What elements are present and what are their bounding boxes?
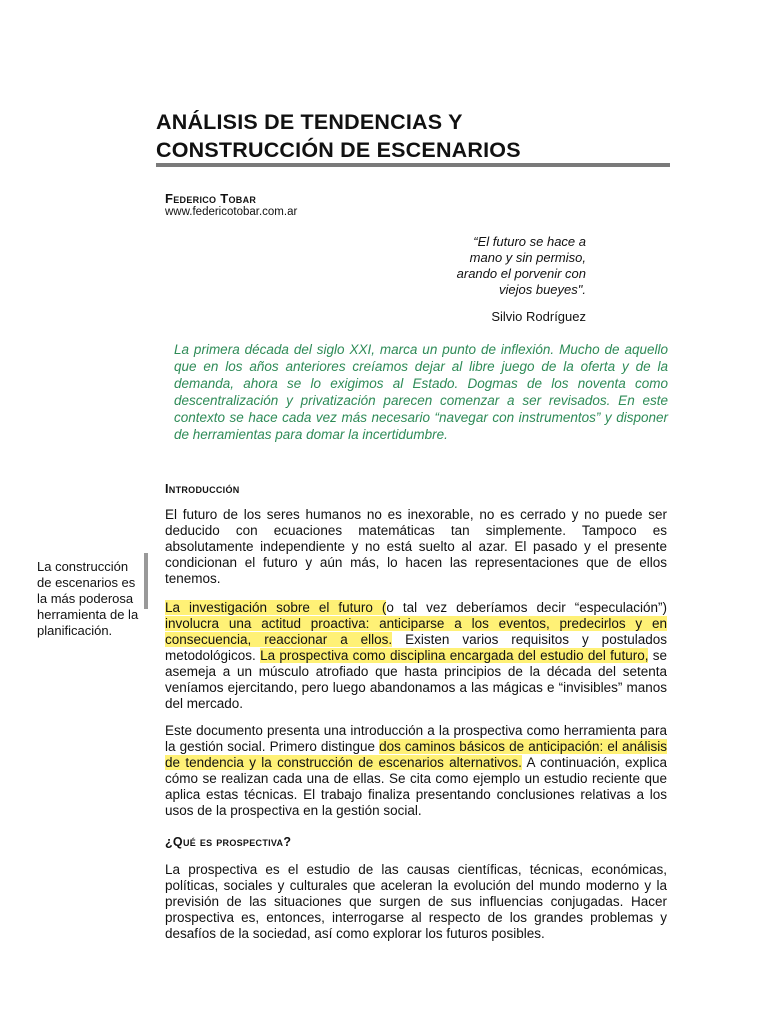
title-line-2: CONSTRUCCIÓN DE ESCENARIOS	[156, 138, 521, 162]
highlight: La investigación sobre el futuro (	[165, 600, 387, 615]
abstract-paragraph: La primera década del siglo XXI, marca un punto de inflexión. Mucho de aquello que en los años anteriores creíamos dejar al libre juego de la oferta y de la demanda, ahora se lo exigimos al Estado. Dogmas de los noventa como descentralización y privatización parecen comenzar a ser revisados. En este contexto se hace cada vez más necesario “navegar con instrumentos” y disponer de herramientas para domar la incertidumbre.	[174, 342, 668, 442]
document-title	[156, 108, 521, 164]
intro-paragraph-1: El futuro de los seres humanos no es inexorable, no es cerrado y no puede ser deducido con ecuaciones matemáticas tan simplemente. Tampoco es absolutamente independiente y no está suelto al azar. El pasado y el presente condicionan el futuro y aún más, lo hacen las representaciones que de ellos tenemos.	[165, 507, 667, 586]
author-website: www.federicotobar.com.ar	[165, 206, 298, 218]
prospectiva-heading: ¿Qué es prospectiva?	[165, 835, 292, 849]
intro-paragraph-2	[165, 600, 667, 712]
margin-note-bar	[144, 553, 148, 609]
text-run: Este documento presenta una introducción a la prospectiva como herramienta para la gestión social. Primero distingue	[165, 723, 667, 754]
text-run: se asemeja a un músculo atrofiado que hasta principios de la década del setenta veníamos ejercitando, pero luego abandonamos a las mágicas e “invisibles” manos del mercado.	[165, 648, 667, 711]
text-run: o tal vez deberíamos decir “especulación”)	[386, 600, 667, 615]
highlight: La prospectiva como disciplina encargada del estudio del futuro,	[260, 648, 649, 663]
title-line-1: ANÁLISIS DE TENDENCIAS Y	[156, 110, 463, 134]
quote-line-3: arando el porvenir con	[456, 266, 586, 281]
author-name: Federico Tobar	[165, 191, 257, 206]
prospectiva-paragraph-1: La prospectiva es el estudio de las causas científicas, técnicas, económicas, políticas, sociales y culturales que aceleran la evolución del mundo moderno y la previsión de las situaciones que surgen de sus influencias conjugadas. Hacer prospectiva es, entonces, interrogarse al respecto de los grandes problemas y desafíos de la sociedad, así como explorar los futuros posibles.	[165, 862, 667, 941]
intro-paragraph-3	[165, 723, 667, 819]
epigraph-quote	[420, 234, 586, 298]
highlight: dos caminos básicos de anticipación: el análisis de tendencia y la construcción de escenarios alternativos.	[165, 739, 668, 770]
quote-line-4: viejos bueyes".	[499, 282, 586, 297]
text-run: A continuación, explica cómo se realizan cada una de ellas. Se cita como ejemplo un estudio reciente que aplica estas técnicas. El trabajo finaliza presentando conclusiones relativas a los usos de la prospectiva en la gestión social.	[165, 755, 667, 818]
quote-line-1: “El futuro se hace a	[473, 234, 586, 249]
margin-note: La construcción de escenarios es la más poderosa herramienta de la planificación.	[37, 559, 139, 638]
quote-line-2: mano y sin permiso,	[469, 250, 586, 265]
highlight: involucra una actitud proactiva: anticiparse a los eventos, predecirlos y en consecuencia, reaccionar a ellos.	[165, 616, 667, 647]
intro-heading: Introducción	[165, 482, 240, 496]
title-divider	[156, 163, 670, 167]
text-run: Existen varios requisitos y postulados metodológicos.	[165, 632, 667, 663]
epigraph-author: Silvio Rodríguez	[491, 309, 586, 324]
